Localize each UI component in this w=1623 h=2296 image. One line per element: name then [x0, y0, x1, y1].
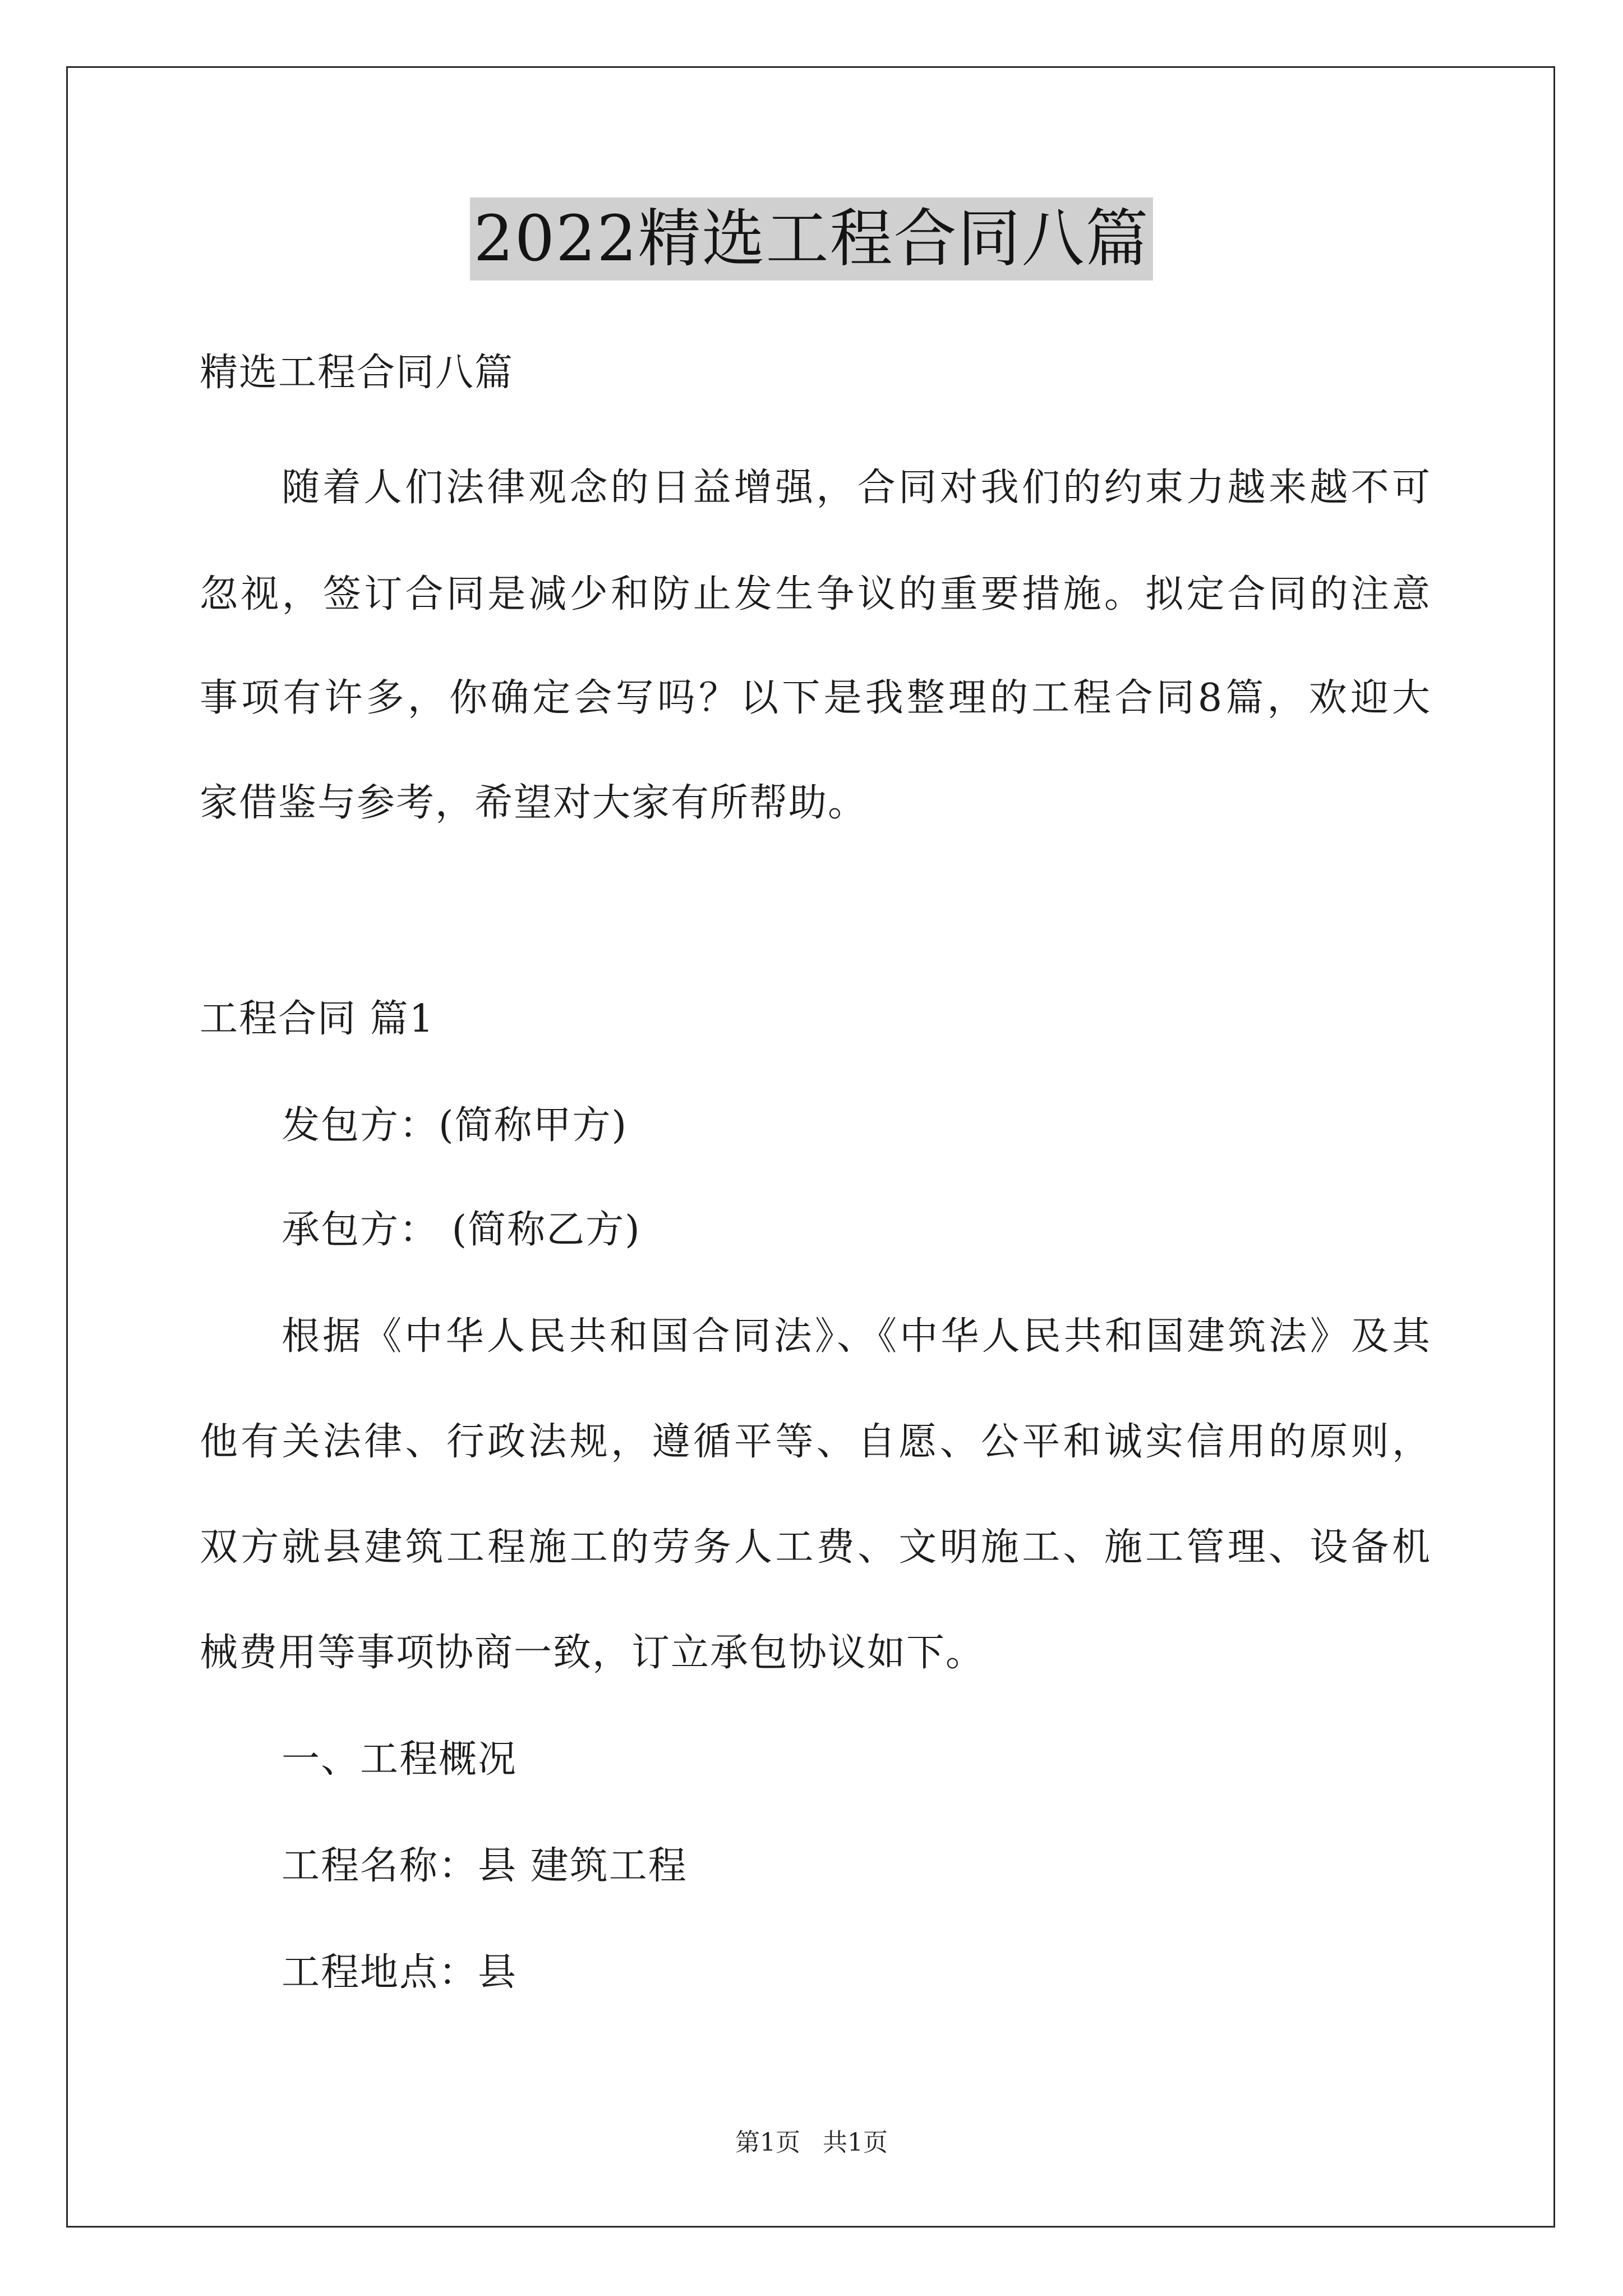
- project-location-line: 工程地点：县: [282, 1950, 518, 1995]
- basis-line-3: 双方就县建筑工程施工的劳务人工费、文明施工、施工管理、设备机: [200, 1525, 1431, 1570]
- intro-line-1: 随着人们法律观念的日益增强，合同对我们的约束力越来越不可: [282, 466, 1431, 510]
- party-b-line: 承包方： (简称乙方): [282, 1208, 641, 1252]
- intro-line-4: 家借鉴与参考，希望对大家有所帮助。: [200, 781, 868, 825]
- intro-line-3: 事项有许多，你确定会写吗？以下是我整理的工程合同8篇，欢迎大: [200, 676, 1431, 720]
- basis-line-1: 根据《中华人民共和国合同法》、《中华人民共和国建筑法》及其: [282, 1314, 1431, 1359]
- basis-line-4: 械费用等事项协商一致，订立承包协议如下。: [200, 1631, 985, 1675]
- clause-1-heading: 一、工程概况: [282, 1737, 518, 1782]
- title-block: [0, 197, 1623, 280]
- intro-line-2: 忽视，签订合同是减少和防止发生争议的重要措施。拟定合同的注意: [200, 572, 1431, 616]
- page-number: 第1页: [735, 2128, 800, 2157]
- page-footer: [0, 2126, 1623, 2160]
- project-name-line: 工程名称：县 建筑工程: [282, 1844, 688, 1888]
- section-heading: 工程合同 篇1: [200, 997, 435, 1041]
- page-total: 共1页: [823, 2128, 888, 2157]
- document-title: 2022精选工程合同八篇: [470, 197, 1152, 280]
- party-a-line: 发包方：(简称甲方): [282, 1103, 628, 1148]
- basis-line-2: 他有关法律、行政法规，遵循平等、自愿、公平和诚实信用的原则，: [200, 1420, 1431, 1464]
- document-subtitle: 精选工程合同八篇: [200, 351, 514, 395]
